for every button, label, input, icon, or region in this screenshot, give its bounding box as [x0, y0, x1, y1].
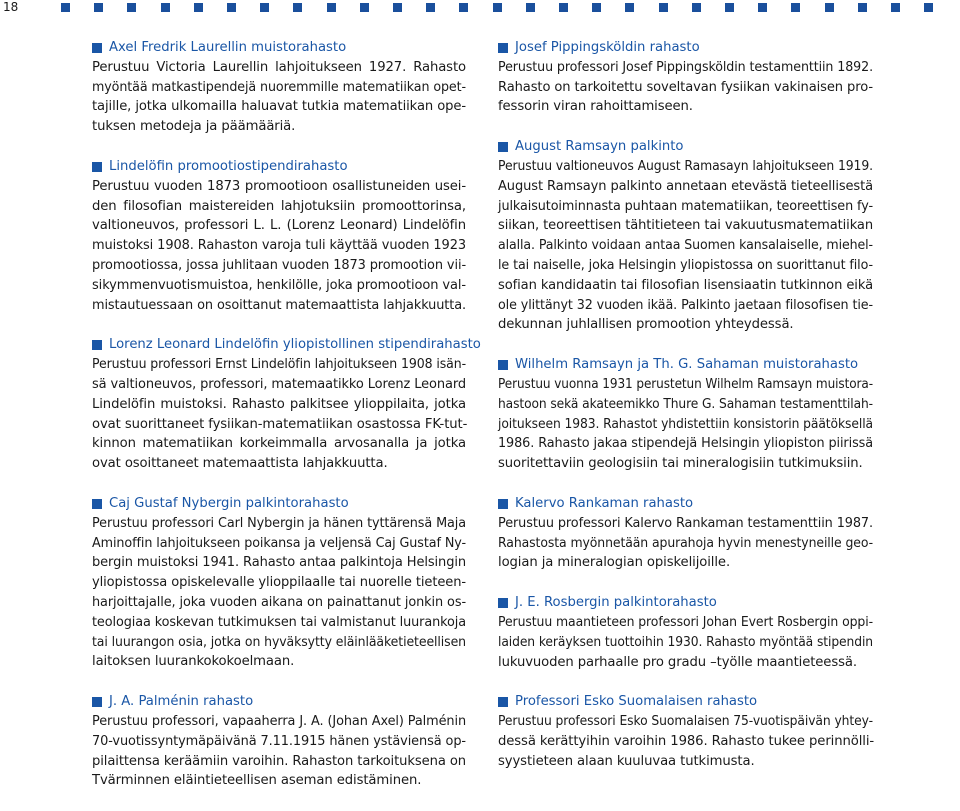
body-text-line: dessä kerättyihin varoihin 1986. Rahasto tukee perinnölli-	[498, 733, 875, 749]
right-column	[498, 38, 873, 792]
body-text-line: Perustuu professori Kalervo Rankaman testamenttiin 1987.	[498, 515, 873, 531]
fund-heading	[498, 355, 873, 375]
decorative-square-icon	[393, 3, 402, 12]
body-text-line: Perustuu professori Esko Suomalaisen 75-vuotispäivän yhtey-	[498, 714, 873, 730]
decorative-square-icon	[825, 3, 834, 12]
fund-section	[92, 38, 466, 137]
square-bullet-icon	[92, 43, 102, 53]
decorative-square-icon	[659, 3, 668, 12]
decorative-square-icon	[924, 3, 933, 12]
body-text-line: Tvärminnen eläintieteellisen aseman edistäminen.	[92, 773, 422, 789]
decorative-square-icon	[127, 3, 136, 12]
decorative-square-icon	[293, 3, 302, 12]
body-text-line: hastoon sekä akateemikko Thure G. Sahaman testamenttilah-	[498, 396, 873, 412]
body-text-line: laiden keräyksen tuottoihin 1930. Rahasto myöntää stipendin	[498, 634, 873, 650]
square-bullet-icon	[92, 340, 102, 350]
body-text-line: 70-vuotissyntymäpäivänä 7.11.1915 hänen ystäviensä op-	[92, 733, 466, 749]
left-column	[92, 38, 481, 811]
body-text-line: suoritettaviin geologisiin tai mineralogisiin tutkimuksiin.	[498, 456, 863, 472]
body-text-line: sä valtioneuvos, professori, matemaatikko Lorenz Leonard	[92, 376, 466, 392]
body-text-line: pilaittensa keräämiin varoihin. Rahaston tarkoituksena on	[92, 753, 466, 769]
fund-section	[92, 335, 481, 474]
decorative-square-icon	[791, 3, 800, 12]
body-text-line: myöntää matkastipendejä nuoremmille matematiikan opet-	[92, 79, 466, 95]
fund-section	[498, 494, 873, 573]
body-text-line: harjoittajalle, joka vuoden aikana on painattanut jonkin os-	[92, 594, 466, 610]
body-text-line: bergin muistoksi 1941. Rahasto antaa palkintoja Helsingin	[92, 555, 466, 571]
decorative-square-icon	[426, 3, 435, 12]
body-text-line: den filosofian maistereiden lahjotuksiin promoottorinsa,	[92, 198, 466, 214]
body-text-line: laitoksen luurankokokoelmaan.	[92, 654, 295, 670]
square-bullet-icon	[498, 43, 508, 53]
decorative-square-icon	[227, 3, 236, 12]
fund-heading-text: Lindelöfin promootiostipendirahasto	[109, 158, 348, 174]
body-text-line: julkaisutoiminnasta puhtaan matematiikan, teoreettisen fy-	[498, 198, 873, 214]
decorative-square-icon	[758, 3, 767, 12]
fund-heading-text: J. A. Palménin rahasto	[109, 694, 254, 710]
body-text-line: alalla. Palkinto voidaan antaa Suomen kansalaiselle, miehel-	[498, 238, 873, 254]
decorative-square-icon	[725, 3, 734, 12]
body-text-line: Perustuu vuonna 1931 perustetun Wilhelm Ramsayn muistora-	[498, 376, 873, 392]
body-text-line: ole ylittänyt 32 vuoden ikää. Palkinto jaetaan filosofisen tie-	[498, 297, 873, 313]
fund-heading	[92, 494, 466, 514]
fund-heading-text: Josef Pippingsköldin rahasto	[515, 40, 700, 55]
body-text-line: Aminoffin lahjoitukseen poikansa ja veljensä Caj Gustaf Ny-	[92, 535, 466, 551]
body-text-line: Perustuu professori Carl Nybergin ja hänen tyttärensä Maja	[92, 515, 466, 531]
decorative-square-icon	[360, 3, 369, 12]
fund-section	[92, 157, 466, 315]
square-bullet-icon	[498, 142, 508, 152]
body-text-line: 1986. Rahasto jakaa stipendejä Helsingin yliopiston piirissä	[498, 436, 873, 452]
body-text-line: Lindelöfin muistoksi. Rahasto palkitsee ylioppilaita, jotka	[92, 396, 466, 412]
body-text-line: syystieteen alaan kuuluvaa tutkimusta.	[498, 753, 755, 769]
decorative-square-icon	[692, 3, 701, 12]
decorative-square-icon	[592, 3, 601, 12]
fund-heading-text: Professori Esko Suomalaisen rahasto	[515, 694, 758, 710]
body-text-line: tai luurangon osia, jotka on hyväksytty eläinlääketieteellisen	[92, 634, 466, 650]
body-text-line: Perustuu professori Josef Pippingsköldin testamenttiin 1892.	[498, 59, 873, 75]
fund-heading-text: J. E. Rosbergin palkintorahasto	[515, 595, 717, 611]
fund-section	[498, 593, 873, 672]
top-dot-bar	[0, 0, 960, 24]
body-text-line: dekunnan juhlallisen promootion yhteydessä.	[498, 317, 794, 333]
decorative-square-icon	[526, 3, 535, 12]
body-text-line: lukuvuoden parhaalle pro gradu –työlle maantieteessä.	[498, 654, 857, 670]
body-text-line: Perustuu Victoria Laurellin lahjoitukseen 1927. Rahasto	[92, 59, 466, 75]
decorative-square-icon	[891, 3, 900, 12]
decorative-square-icon	[459, 3, 468, 12]
body-text-line: Perustuu maantieteen professori Johan Evert Rosbergin oppi-	[498, 614, 873, 630]
fund-heading-text: Wilhelm Ramsayn ja Th. G. Sahaman muistorahasto	[515, 357, 859, 373]
fund-section	[498, 137, 873, 335]
body-text-line: teologiaa koskevan tutkimuksen tai valmistanut luurankoja	[92, 614, 466, 630]
fund-heading	[498, 692, 873, 712]
body-text-line: valtioneuvos, professori L. L. (Lorenz Leonard) Lindelöfin	[92, 218, 466, 234]
fund-heading-text: August Ramsayn palkinto	[515, 139, 684, 155]
decorative-square-icon	[858, 3, 867, 12]
square-bullet-icon	[498, 697, 508, 707]
fund-heading-text: Caj Gustaf Nybergin palkintorahasto	[109, 495, 349, 511]
decorative-square-icon	[94, 3, 103, 12]
fund-section	[92, 494, 466, 672]
decorative-square-icon	[559, 3, 568, 12]
body-text-line: Perustuu valtioneuvos August Ramasayn lahjoitukseen 1919.	[498, 158, 873, 174]
body-text-line: Perustuu professori Ernst Lindelöfin lahjoitukseen 1908 isän-	[92, 357, 466, 373]
fund-heading-text: Lorenz Leonard Lindelöfin yliopistollinen stipendirahasto	[109, 337, 481, 353]
body-text-line: Rahastosta myönnetään apurahoja hyvin menestyneille geo-	[498, 535, 873, 551]
decorative-square-icon	[625, 3, 634, 12]
body-text-line: Perustuu vuoden 1873 promootioon osallistuneiden usei-	[92, 178, 466, 194]
body-text-line: promootiossa, jossa juhlitaan vuoden 1873 promootion vii-	[92, 257, 466, 273]
decorative-square-icon	[61, 3, 70, 12]
body-text-line: logian ja mineralogian opiskelijoille.	[498, 555, 731, 571]
body-text-line: sofian kandidaatin tai filosofian lisensiaatin tutkinnon eikä	[498, 277, 873, 293]
square-bullet-icon	[92, 499, 102, 509]
body-text-line: kinnon matematiikan korkeimmalla arvosanalla ja jotka	[92, 436, 466, 452]
body-text-line: August Ramsayn palkinto annetaan etevästä tieteellisestä	[498, 178, 873, 194]
fund-heading	[92, 335, 481, 355]
body-text-line: mistautuessaan on osoittanut matemaattista lahjakkuutta.	[92, 297, 466, 313]
decorative-square-icon	[493, 3, 502, 12]
fund-heading-text: Axel Fredrik Laurellin muistorahasto	[109, 40, 347, 55]
decorative-square-icon	[194, 3, 203, 12]
fund-section	[92, 692, 466, 791]
body-text-line: sikymmenvuotismuistoa, henkilölle, joka promootioon val-	[92, 277, 466, 293]
square-bullet-icon	[92, 697, 102, 707]
body-text-line: tuksen metodeja ja päämääriä.	[92, 119, 296, 135]
body-text-line: Rahasto on tarkoitettu soveltavan fysiikan vakinaisen pro-	[498, 79, 873, 95]
body-text-line: siikan, teoreettisen tähtitieteen tai vakuutusmatematiikan	[498, 218, 873, 234]
square-bullet-icon	[498, 360, 508, 370]
body-text-line: ovat suorittaneet fysiikan-matematiikan osastossa FK-tut-	[92, 416, 468, 432]
fund-heading-text: Kalervo Rankaman rahasto	[515, 495, 694, 511]
body-text-line: ovat osoittaneet matemaattista lahjakkuutta.	[92, 456, 388, 472]
fund-heading	[498, 593, 873, 613]
fund-section	[498, 692, 873, 771]
body-text-line: yliopistossa opiskelevalle ylioppilaalle tai nuorelle tieteen-	[92, 575, 466, 591]
fund-section	[498, 38, 873, 117]
fund-heading	[92, 38, 466, 58]
fund-heading	[498, 137, 873, 157]
page-number: 18	[3, 0, 19, 14]
body-text-line: tajille, jotka ulkomailla haluavat tutkia matematiikan ope-	[92, 99, 466, 115]
body-text-line: Perustuu professori, vapaaherra J. A. (Johan Axel) Palménin	[92, 713, 466, 729]
fund-section	[498, 355, 873, 474]
square-bullet-icon	[498, 598, 508, 608]
fund-heading	[498, 494, 873, 514]
square-bullet-icon	[498, 499, 508, 509]
body-text-line: muistoksi 1908. Rahaston varoja tuli käyttää vuoden 1923	[92, 238, 466, 254]
decorative-square-icon	[327, 3, 336, 12]
square-bullet-icon	[92, 162, 102, 172]
body-text-line: joitukseen 1983. Rahastot yhdistettiin konsistorin päätöksellä	[498, 416, 873, 432]
body-text-line: fessorin viran rahoittamiseen.	[498, 99, 693, 115]
body-text-line: le tai naiselle, joka Helsingin yliopistossa on suorittanut filo-	[498, 257, 873, 273]
fund-heading	[498, 38, 873, 58]
decorative-square-icon	[161, 3, 170, 12]
fund-heading	[92, 157, 466, 177]
decorative-square-icon	[260, 3, 269, 12]
fund-heading	[92, 692, 466, 712]
